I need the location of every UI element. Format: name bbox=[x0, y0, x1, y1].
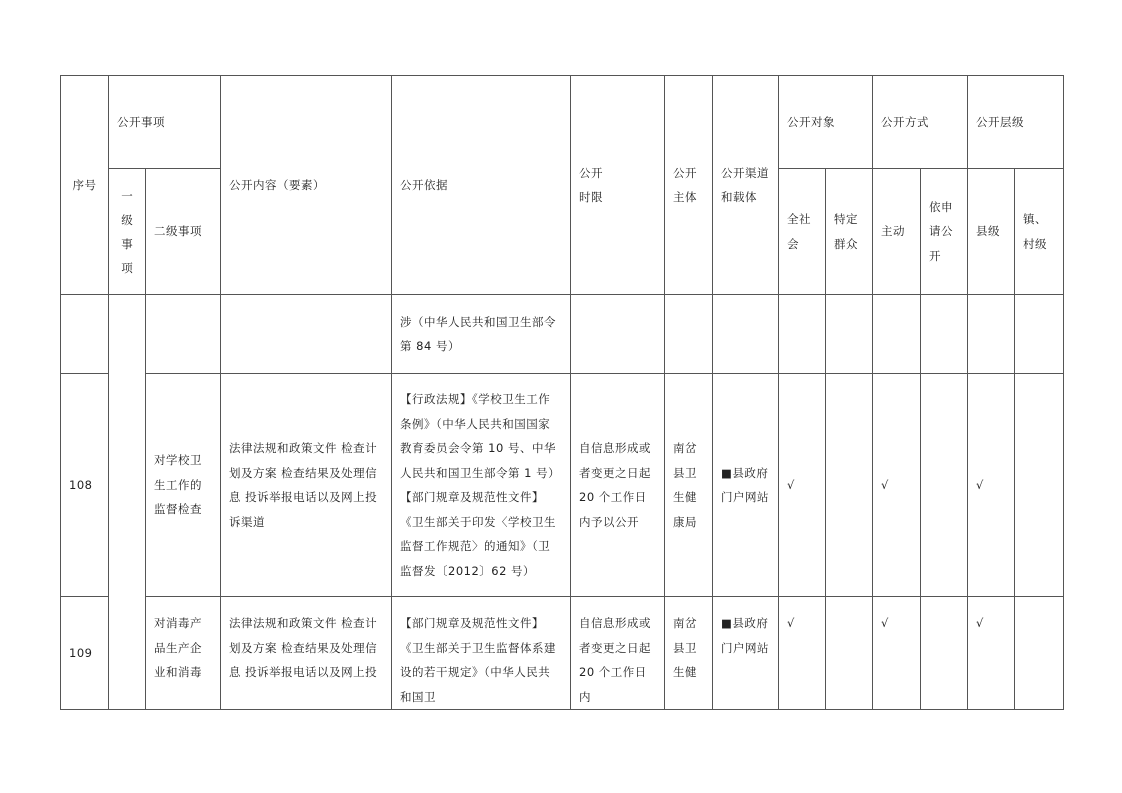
row-town bbox=[1015, 374, 1064, 597]
header-level1: 一级事项 bbox=[109, 169, 146, 295]
row-content bbox=[221, 295, 392, 374]
row-level1 bbox=[109, 295, 146, 710]
header-level2: 二级事项 bbox=[146, 169, 221, 295]
header-target-all: 全社会 bbox=[779, 169, 826, 295]
header-method: 公开方式 bbox=[873, 76, 968, 169]
row-specific bbox=[826, 374, 873, 597]
row-time-limit bbox=[571, 295, 665, 374]
header-method-request: 依申请公开 bbox=[921, 169, 968, 295]
header-content: 公开内容（要素） bbox=[221, 76, 392, 295]
row-active: √ bbox=[873, 597, 921, 710]
row-content: 法律法规和政策文件 检查计划及方案 检查结果及处理信息 投诉举报电话以及网上投 bbox=[221, 597, 392, 710]
row-basis: 【部门规章及规范性文件】《卫生部关于卫生监督体系建设的若干规定》（中华人民共和国卫 bbox=[392, 597, 571, 710]
row-time-limit: 自信息形成或者变更之日起 20 个工作日内予以公开 bbox=[571, 374, 665, 597]
row-level2: 对学校卫生工作的监督检查 bbox=[146, 374, 221, 597]
row-channel: ■县政府门户网站 bbox=[713, 374, 779, 597]
row-county bbox=[968, 295, 1015, 374]
row-subject: 南岔县卫生健 bbox=[665, 597, 713, 710]
row-all bbox=[779, 295, 826, 374]
row-request bbox=[921, 374, 968, 597]
row-seq bbox=[61, 295, 109, 374]
row-request bbox=[921, 295, 968, 374]
header-subject: 公开 主体 bbox=[665, 76, 713, 295]
header-channel: 公开渠道和载体 bbox=[713, 76, 779, 295]
disclosure-table bbox=[60, 75, 1064, 710]
header-tier: 公开层级 bbox=[968, 76, 1064, 169]
header-time-limit: 公开 时限 bbox=[571, 76, 665, 295]
header-tier-county: 县级 bbox=[968, 169, 1015, 295]
row-town bbox=[1015, 597, 1064, 710]
row-all: √ bbox=[779, 374, 826, 597]
row-channel: ■县政府门户网站 bbox=[713, 597, 779, 710]
row-subject bbox=[665, 295, 713, 374]
header-matter: 公开事项 bbox=[109, 76, 221, 169]
row-level2: 对消毒产品生产企业和消毒 bbox=[146, 597, 221, 710]
row-town bbox=[1015, 295, 1064, 374]
row-county: √ bbox=[968, 374, 1015, 597]
row-all: √ bbox=[779, 597, 826, 710]
row-subject: 南岔县卫生健康局 bbox=[665, 374, 713, 597]
row-specific bbox=[826, 597, 873, 710]
row-request bbox=[921, 597, 968, 710]
table-row bbox=[61, 597, 1064, 710]
header-seq: 序号 bbox=[61, 76, 109, 295]
row-seq: 109 bbox=[61, 597, 109, 710]
header-target: 公开对象 bbox=[779, 76, 873, 169]
row-channel bbox=[713, 295, 779, 374]
row-content: 法律法规和政策文件 检查计划及方案 检查结果及处理信息 投诉举报电话以及网上投诉渠道 bbox=[221, 374, 392, 597]
header-basis: 公开依据 bbox=[392, 76, 571, 295]
row-seq: 108 bbox=[61, 374, 109, 597]
header-tier-town: 镇、村级 bbox=[1015, 169, 1064, 295]
row-active bbox=[873, 295, 921, 374]
row-level2 bbox=[146, 295, 221, 374]
row-time-limit: 自信息形成或者变更之日起 20 个工作日内 bbox=[571, 597, 665, 710]
row-specific bbox=[826, 295, 873, 374]
row-county: √ bbox=[968, 597, 1015, 710]
row-active: √ bbox=[873, 374, 921, 597]
table-row bbox=[61, 295, 1064, 374]
row-basis: 【行政法规】《学校卫生工作条例》（中华人民共和国国家教育委员会令第 10 号、中华人民共和国卫生部令第 1 号） 【部门规章及规范性文件】《卫生部关于印发〈学校卫生监督工作规范〉的通知》（卫监督发〔2012〕62 号） bbox=[392, 374, 571, 597]
header-target-specific: 特定群众 bbox=[826, 169, 873, 295]
row-basis: 涉（中华人民共和国卫生部令第 84 号） bbox=[392, 295, 571, 374]
table-row bbox=[61, 374, 1064, 597]
header-method-active: 主动 bbox=[873, 169, 921, 295]
